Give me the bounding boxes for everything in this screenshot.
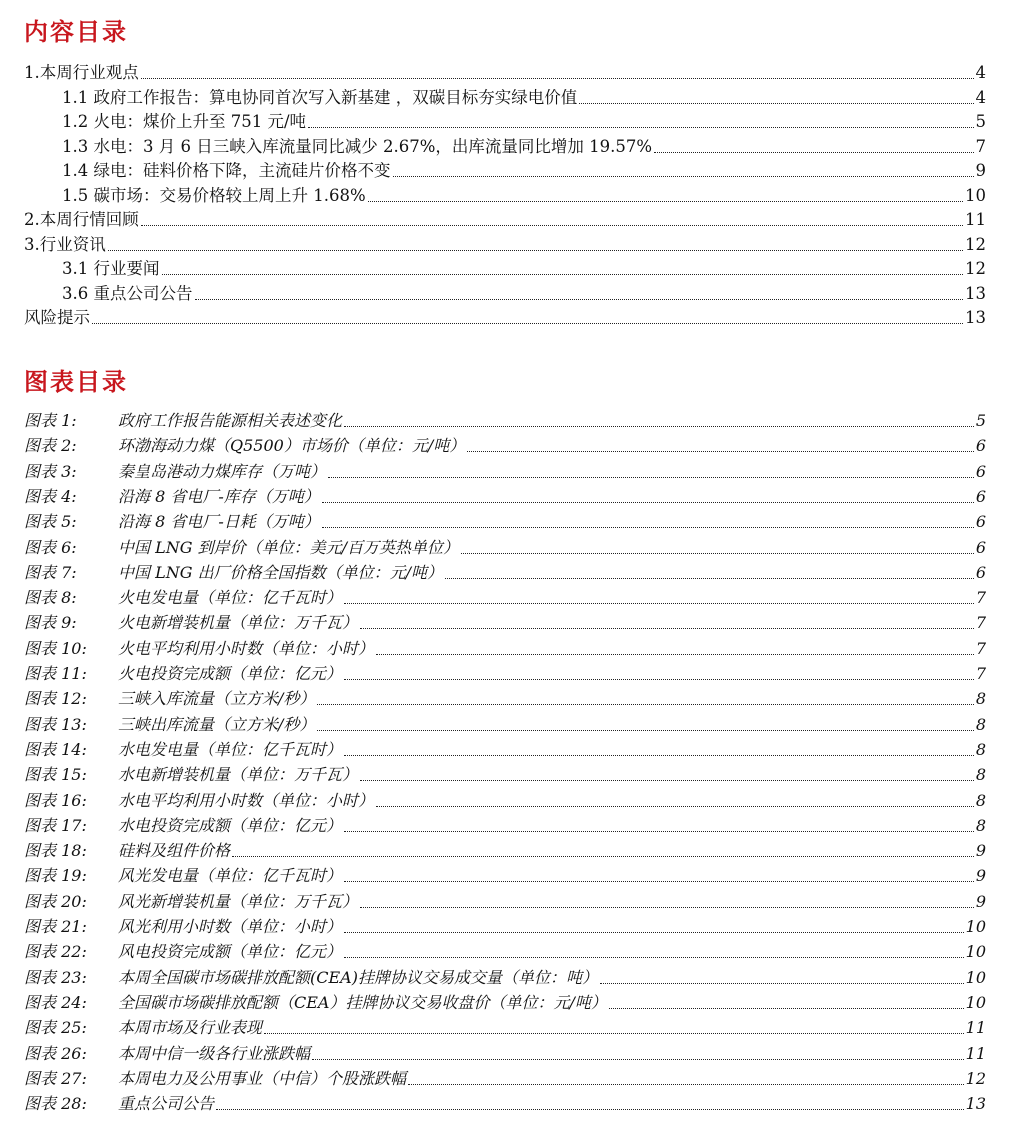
- figure-entry-page: 7: [975, 588, 986, 608]
- dot-leader: [317, 726, 973, 731]
- figure-entry-label: 秦皇岛港动力煤库存（万吨）: [118, 461, 327, 481]
- figure-entry-label: 本周中信一级各行业涨跌幅: [118, 1043, 311, 1063]
- figure-entry-number: 图表 18:: [24, 841, 87, 861]
- figure-entry-text: [24, 436, 465, 456]
- figure-entry-text: [24, 892, 358, 912]
- figure-entry[interactable]: [24, 583, 986, 608]
- figure-entry-page: 6: [975, 562, 986, 582]
- figure-entry[interactable]: [24, 1039, 986, 1064]
- figure-entry-number: 图表 13:: [24, 714, 87, 734]
- figure-entry[interactable]: [24, 836, 986, 861]
- dot-leader: [344, 751, 974, 756]
- figure-entry-text: [24, 411, 342, 431]
- toc-entry[interactable]: [62, 83, 986, 108]
- figure-entry-page: 7: [975, 664, 986, 683]
- figure-entry-text: [24, 538, 459, 558]
- dot-leader: [344, 877, 974, 882]
- figure-entry[interactable]: [24, 457, 986, 482]
- figure-entry-text: [24, 613, 358, 633]
- figure-entry-page: 7: [975, 613, 986, 633]
- figure-entry-label: 火电平均利用小时数（单位：小时）: [118, 638, 375, 658]
- figure-entry-label: 沿海 8 省电厂-日耗（万吨）: [118, 512, 320, 532]
- figure-entry-label: 环渤海动力煤（Q5500）市场价（单位：元/吨）: [118, 436, 466, 456]
- figure-entry-label: 风光发电量（单位：亿千瓦时）: [118, 866, 343, 886]
- toc-entry-page: 11: [965, 210, 986, 229]
- figure-entry-page: 7: [975, 638, 986, 658]
- figure-entry-label: 政府工作报告能源相关表述变化: [118, 411, 343, 430]
- figure-entry[interactable]: [24, 735, 986, 760]
- toc-entry-page: 12: [965, 234, 986, 254]
- figure-entry-label: 本周全国碳市场碳排放配额(CEA)挂牌协议交易成交量（单位：吨）: [118, 967, 598, 987]
- figure-entry[interactable]: [24, 937, 986, 962]
- figure-entry-label: 水电投资完成额（单位：亿元）: [118, 815, 343, 835]
- figure-entry-page: 8: [975, 714, 986, 734]
- figure-entry[interactable]: [24, 786, 986, 811]
- figure-entry[interactable]: [24, 861, 986, 886]
- figure-entry-label: 本周电力及公用事业（中信）个股涨跌幅: [118, 1068, 407, 1088]
- figure-entry-number: 图表 21:: [24, 917, 87, 936]
- figure-entry[interactable]: [24, 963, 986, 988]
- figure-entry-number: 图表 14:: [24, 739, 87, 759]
- figure-entry-number: 图表 10:: [24, 638, 87, 658]
- figure-entry[interactable]: [24, 406, 986, 431]
- dot-leader: [600, 979, 964, 984]
- figure-entry[interactable]: [24, 988, 986, 1013]
- figure-entry-page: 11: [965, 1043, 986, 1063]
- dot-leader: [609, 1004, 964, 1009]
- dot-leader: [368, 197, 963, 202]
- figure-entry[interactable]: [24, 887, 986, 912]
- dot-leader: [393, 172, 974, 177]
- figure-entry-label: 硅料及组件价格: [118, 841, 231, 861]
- toc-entry-label: 3.行业资讯: [24, 234, 106, 254]
- toc-entry-label: 1.4 绿电：硅料价格下降，主流硅片价格不变: [62, 161, 391, 180]
- toc-entry[interactable]: [62, 156, 986, 181]
- dot-leader: [108, 246, 963, 251]
- figure-entry-number: 图表 17:: [24, 815, 87, 835]
- toc-entry[interactable]: [62, 254, 986, 279]
- dot-leader: [376, 650, 974, 655]
- dot-leader: [360, 624, 974, 629]
- dot-leader: [312, 1055, 964, 1060]
- figure-entry-text: [24, 866, 342, 886]
- figure-entry-label: 火电发电量（单位：亿千瓦时）: [118, 588, 343, 608]
- dot-leader: [344, 928, 964, 933]
- dot-leader: [317, 700, 973, 705]
- figure-entry[interactable]: [24, 634, 986, 659]
- figure-entry-text: [24, 816, 342, 836]
- toc-entry[interactable]: [62, 132, 986, 157]
- toc-entry[interactable]: [62, 279, 986, 304]
- figure-entry-label: 中国 LNG 出厂价格全国指数（单位：元/吨）: [118, 562, 443, 582]
- dot-leader: [579, 99, 973, 104]
- figure-entry-page: 9: [975, 841, 986, 861]
- figure-entry-number: 图表 8:: [24, 588, 77, 608]
- figure-entry-page: 10: [965, 942, 986, 962]
- figure-entry-number: 图表 20:: [24, 891, 87, 911]
- figure-entry-text: [24, 917, 342, 937]
- figure-entry-number: 图表 4:: [24, 486, 77, 506]
- toc-entry[interactable]: [24, 205, 986, 230]
- figure-entry[interactable]: [24, 608, 986, 633]
- figure-entry[interactable]: [24, 558, 986, 583]
- figure-entry[interactable]: [24, 811, 986, 836]
- figure-entry[interactable]: [24, 482, 986, 507]
- figure-entry[interactable]: [24, 710, 986, 735]
- dot-leader: [376, 802, 974, 807]
- toc-entry-label: 1.本周行业观点: [24, 63, 139, 82]
- figure-entry-label: 重点公司公告: [118, 1094, 215, 1114]
- toc-entry-label: 2.本周行情回顾: [24, 210, 139, 229]
- toc-entry-page: 10: [965, 185, 986, 205]
- dot-leader: [141, 221, 963, 226]
- figure-entry-page: 13: [965, 1094, 986, 1114]
- figure-entry-page: 11: [965, 1018, 986, 1038]
- figure-entry-text: [24, 639, 374, 659]
- figure-entry-number: 图表 25:: [24, 1018, 87, 1038]
- figure-entry[interactable]: [24, 1013, 986, 1038]
- dot-leader: [654, 148, 973, 153]
- figure-entry-text: [24, 942, 342, 962]
- figure-entry-label: 中国 LNG 到岸价（单位：美元/百万英热单位）: [118, 537, 459, 557]
- figure-entry-number: 图表 28:: [24, 1094, 87, 1114]
- toc-entry[interactable]: [62, 181, 986, 206]
- figure-entry-number: 图表 22:: [24, 942, 87, 962]
- toc-entry[interactable]: [24, 58, 986, 83]
- figure-entry-text: [24, 715, 315, 735]
- figure-entry-label: 水电新增装机量（单位：万千瓦）: [118, 765, 359, 785]
- figure-entry-page: 10: [965, 917, 986, 936]
- figure-entry-text: [24, 1044, 310, 1064]
- figure-entry-text: [24, 588, 342, 608]
- toc-entry-page: 13: [965, 283, 986, 303]
- dot-leader: [308, 123, 973, 128]
- figure-entry-label: 火电投资完成额（单位：亿元）: [118, 664, 343, 683]
- dot-leader: [467, 447, 974, 452]
- figure-entry-label: 全国碳市场碳排放配额（CEA）挂牌协议交易收盘价（单位：元/吨）: [118, 992, 607, 1012]
- figure-entry-text: [24, 1069, 406, 1089]
- dot-leader: [461, 549, 974, 554]
- dot-leader: [162, 270, 964, 275]
- figure-entry-number: 图表 1:: [24, 411, 77, 430]
- figure-entry[interactable]: [24, 912, 986, 937]
- dot-leader: [328, 473, 974, 478]
- dot-leader: [360, 903, 974, 908]
- figure-entry[interactable]: [24, 1064, 986, 1089]
- figure-entry-page: 10: [965, 992, 986, 1012]
- toc-entry-page: 5: [975, 112, 986, 131]
- figure-entry-text: [24, 563, 443, 583]
- toc-entry[interactable]: [62, 107, 986, 132]
- figure-entry-page: 8: [975, 790, 986, 810]
- figure-entry-label: 水电平均利用小时数（单位：小时）: [118, 790, 375, 810]
- toc-entry-page: 9: [975, 161, 986, 180]
- dot-leader: [408, 1080, 964, 1085]
- toc-entry-page: 7: [975, 136, 986, 156]
- figure-entry-label: 三峡入库流量（立方米/秒）: [118, 689, 316, 709]
- figure-entry-number: 图表 16:: [24, 790, 87, 810]
- figure-entry-page: 6: [975, 436, 986, 456]
- figure-entry-label: 水电发电量（单位：亿千瓦时）: [118, 739, 343, 759]
- figure-entry-number: 图表 3:: [24, 461, 77, 481]
- figure-entry-number: 图表 7:: [24, 562, 77, 582]
- figure-entry-label: 沿海 8 省电厂-库存（万吨）: [118, 486, 320, 506]
- figure-entry[interactable]: [24, 659, 986, 684]
- figure-entry[interactable]: [24, 431, 986, 456]
- dot-leader: [322, 523, 974, 528]
- figure-entry-number: 图表 2:: [24, 436, 77, 456]
- figure-entry-number: 图表 23:: [24, 967, 87, 987]
- figure-entry-text: [24, 1018, 262, 1038]
- toc-entry[interactable]: [24, 303, 986, 328]
- figure-entry-number: 图表 11:: [24, 664, 87, 683]
- figure-entry-number: 图表 27:: [24, 1068, 87, 1088]
- figure-entry[interactable]: [24, 533, 986, 558]
- toc-entry-page: 4: [975, 63, 986, 82]
- figure-entry-text: [24, 968, 598, 988]
- figure-entry-page: 12: [965, 1068, 986, 1088]
- figure-entry-page: 8: [975, 765, 986, 785]
- figure-entry-page: 6: [975, 461, 986, 481]
- figure-entry-text: [24, 512, 320, 532]
- dot-leader: [92, 319, 963, 324]
- dot-leader: [264, 1029, 964, 1034]
- figure-entry-number: 图表 15:: [24, 765, 87, 785]
- figure-entry-page: 6: [975, 486, 986, 506]
- toc-title: 内容目录: [24, 17, 128, 46]
- toc-entry-label: 1.3 水电：3 月 6 日三峡入库流量同比减少 2.67%，出库流量同比增加 19.57%: [62, 136, 653, 156]
- figure-entry-label: 本周市场及行业表现: [118, 1018, 263, 1038]
- figure-entry-text: [24, 487, 320, 507]
- toc-entry-label: 3.1 行业要闻: [62, 259, 160, 278]
- figure-entry-number: 图表 12:: [24, 689, 87, 709]
- figure-entry-number: 图表 6:: [24, 537, 77, 557]
- figure-entry-page: 5: [975, 411, 986, 430]
- dot-leader: [360, 776, 974, 781]
- toc-entry-label: 3.6 重点公司公告: [62, 283, 193, 303]
- dot-leader: [322, 498, 974, 503]
- figure-entry-text: [24, 841, 230, 861]
- figure-entry-number: 图表 19:: [24, 866, 87, 886]
- toc-entry-label: 风险提示: [24, 308, 90, 327]
- figure-entry-number: 图表 24:: [24, 992, 87, 1012]
- figure-entry-number: 图表 5:: [24, 512, 77, 532]
- figure-entry-page: 6: [975, 537, 986, 557]
- toc-entry-label: 1.2 火电：煤价上升至 751 元/吨: [62, 112, 307, 131]
- dot-leader: [445, 574, 974, 579]
- figure-entry-number: 图表 26:: [24, 1043, 87, 1063]
- toc-entry[interactable]: [24, 230, 986, 255]
- figure-entry-page: 9: [975, 866, 986, 886]
- figure-entry-text: [24, 791, 374, 811]
- dot-leader: [344, 599, 974, 604]
- dot-leader: [141, 74, 974, 79]
- figure-entry-text: [24, 462, 326, 482]
- toc-entry-page: 4: [975, 87, 986, 107]
- figure-entry-text: [24, 765, 358, 785]
- dot-leader: [344, 675, 974, 680]
- figure-entry-text: [24, 664, 342, 684]
- figure-entry-label: 风光利用小时数（单位：小时）: [118, 917, 343, 936]
- figure-entry-text: [24, 689, 315, 709]
- figure-entry[interactable]: [24, 1089, 986, 1114]
- figure-entry-text: [24, 1094, 214, 1114]
- dot-leader: [344, 953, 964, 958]
- figure-entry-page: 8: [975, 739, 986, 759]
- dot-leader: [344, 827, 974, 832]
- figure-entry-page: 6: [975, 512, 986, 532]
- toc-entry-label: 1.5 碳市场：交易价格较上周上升 1.68%: [62, 185, 366, 205]
- figure-entry[interactable]: [24, 760, 986, 785]
- figure-entry-page: 10: [965, 967, 986, 987]
- dot-leader: [232, 852, 974, 857]
- toc-entry-page: 13: [965, 308, 986, 327]
- figure-entry-label: 风光新增装机量（单位：万千瓦）: [118, 891, 359, 911]
- figure-entry-label: 火电新增装机量（单位：万千瓦）: [118, 613, 359, 633]
- figure-entry[interactable]: [24, 507, 986, 532]
- figure-entry-label: 风电投资完成额（单位：亿元）: [118, 942, 343, 962]
- figure-entry-text: [24, 740, 342, 760]
- figure-entry-page: 8: [975, 689, 986, 709]
- figure-entry-page: 9: [975, 891, 986, 911]
- toc-entry-label: 1.1 政府工作报告：算电协同首次写入新基建 ，双碳目标夯实绿电价值: [62, 87, 578, 107]
- figure-entry-text: [24, 993, 607, 1013]
- figure-entry[interactable]: [24, 684, 986, 709]
- dot-leader: [344, 422, 974, 427]
- figure-entry-number: 图表 9:: [24, 613, 77, 633]
- figure-list-title: 图表目录: [24, 367, 128, 396]
- figure-entry-page: 8: [975, 815, 986, 835]
- dot-leader: [195, 295, 964, 300]
- figure-entry-label: 三峡出库流量（立方米/秒）: [118, 714, 316, 734]
- toc-entry-page: 12: [965, 259, 986, 278]
- dot-leader: [216, 1105, 964, 1110]
